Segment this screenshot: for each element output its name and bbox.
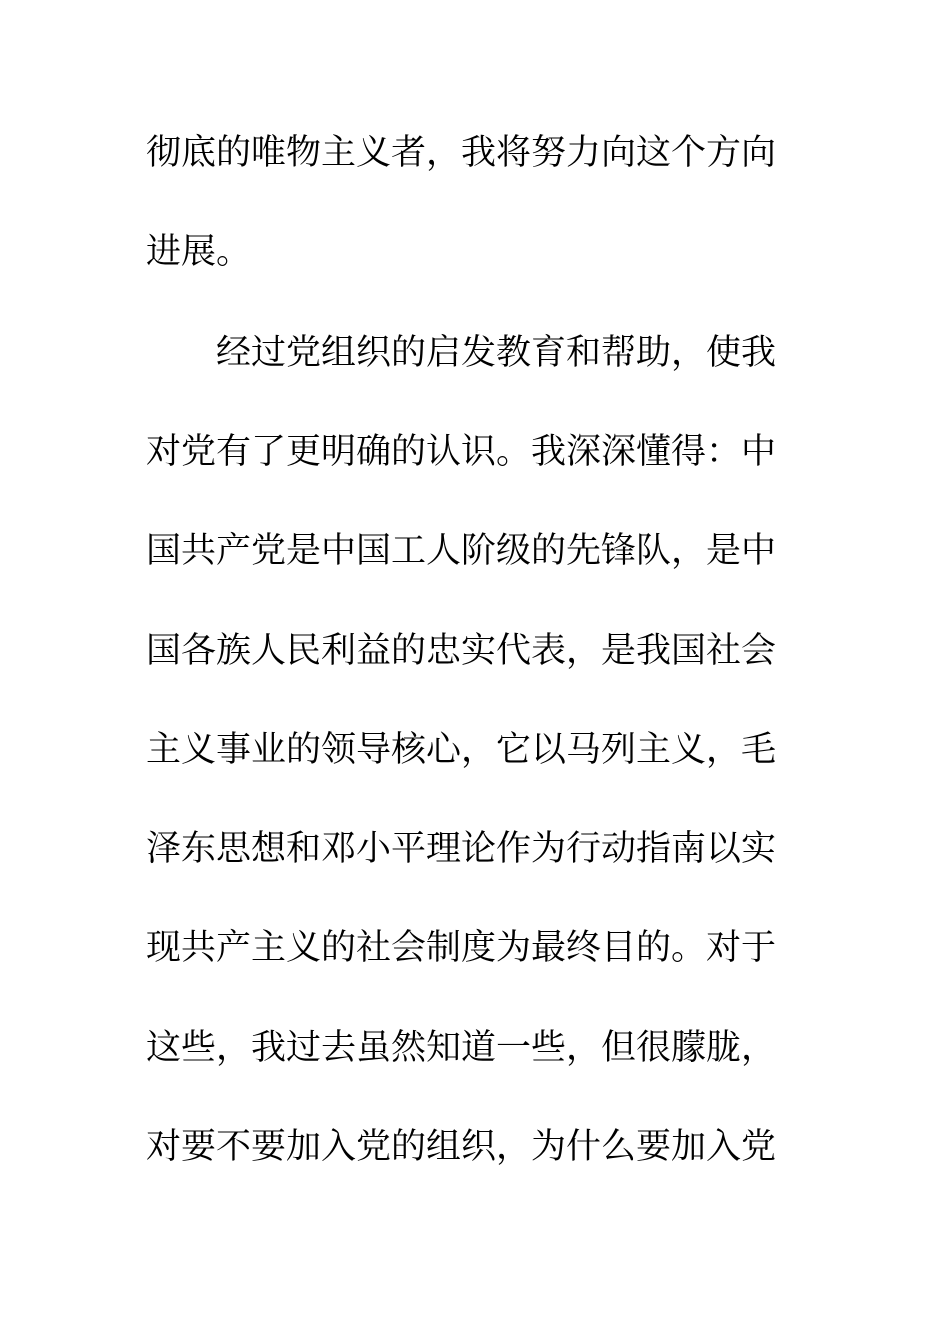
text-line-7: 主义事业的领导核心，它以马列主义，毛 [146, 730, 777, 770]
text-line-9: 现共产主义的社会制度为最终目的。对于 [146, 928, 777, 968]
text-line-5: 国共产党是中国工人阶级的先锋队，是中 [146, 531, 777, 571]
paragraph-start-line: 经过党组织的启发教育和帮助，使我 [216, 333, 777, 373]
text-line-11: 对要不要加入党的组织，为什么要加入党 [146, 1127, 777, 1167]
text-line-2: 进展。 [146, 232, 252, 272]
text-line-10: 这些，我过去虽然知道一些，但很朦胧， [146, 1028, 777, 1068]
text-line-6: 国各族人民利益的忠实代表，是我国社会 [146, 631, 777, 671]
text-line-4: 对党有了更明确的认识。我深深懂得：中 [146, 432, 777, 472]
text-line-8: 泽东思想和邓小平理论作为行动指南以实 [146, 829, 777, 869]
text-line-1: 彻底的唯物主义者，我将努力向这个方向 [146, 133, 777, 173]
